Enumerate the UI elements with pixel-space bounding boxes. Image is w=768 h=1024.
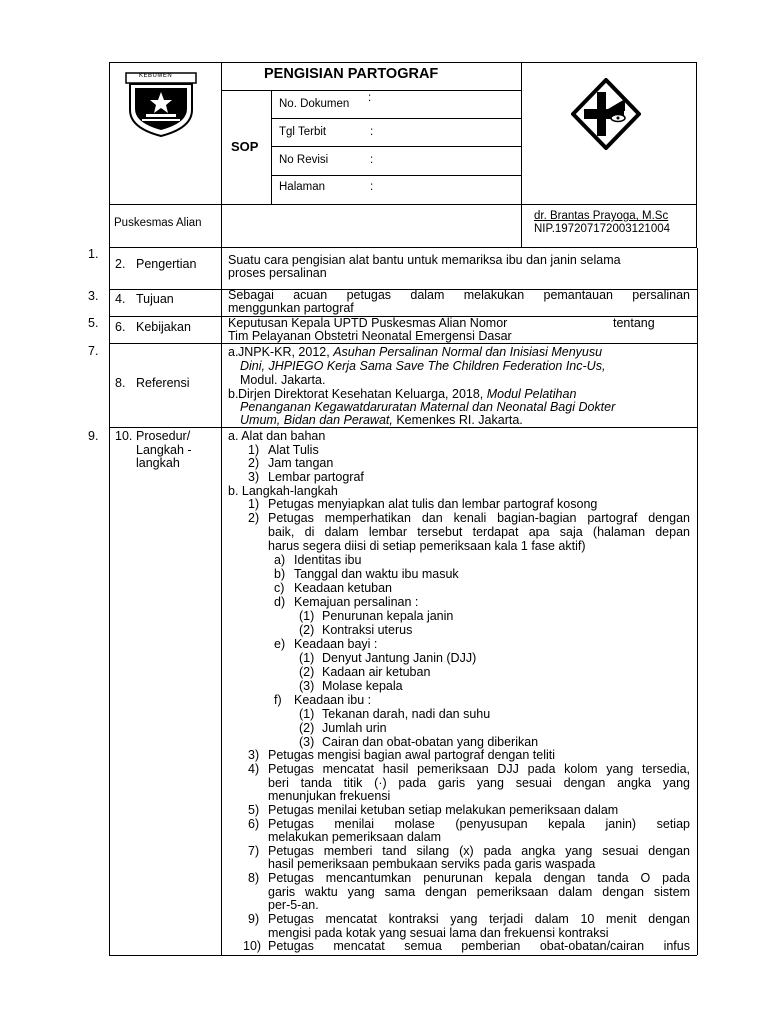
table-right-border <box>697 248 698 955</box>
step-number: 3) <box>248 748 260 762</box>
step-number: 10) <box>243 939 262 953</box>
sub-sub-item-num: (1) <box>299 707 315 721</box>
step-text: hasil pemeriksaan pembukaan serviks pada garis waspada <box>268 857 596 871</box>
sop-label: SOP <box>231 139 259 154</box>
header-lower-line <box>109 204 697 205</box>
sub-item-num: d) <box>274 595 286 609</box>
step-text: melakukan pemeriksaan dalam <box>268 830 442 844</box>
section-number-kebijakan: 6. <box>115 320 126 334</box>
step-text: Petugas mencatat semua pemberian obat-obatan/cairan infus <box>268 939 690 953</box>
sub-sub-item-num: (3) <box>299 735 315 749</box>
outer-number-5: 5. <box>88 316 99 330</box>
step-text: per-5-an. <box>268 898 319 912</box>
step-text: Petugas menilai ketuban setiap melakukan pemeriksaan dalam <box>268 803 619 817</box>
referensi-b-line3: Umum, Bidan dan Perawat, Kemenkes RI. Jakarta. <box>240 413 523 427</box>
referensi-a-line2: Dini, JHPIEGO Kerja Sama Save The Children Federation Inc-Us, <box>240 359 606 373</box>
langkah-heading: b. Langkah-langkah <box>228 484 338 498</box>
sub-item-num: a) <box>274 553 286 567</box>
table-bottom-border <box>109 955 697 956</box>
sop-divider <box>271 90 272 204</box>
field-sep-no-revisi: : <box>370 154 374 166</box>
step-text: mengisi pada kotak yang sesuai lama dan frekuensi kontraksi <box>268 926 609 940</box>
section-number-prosedur: 10. <box>115 429 133 443</box>
step-text: garis waktu yang sama dengan pemeriksaan dalam dengan sistem <box>268 885 690 899</box>
field-line-1 <box>271 118 521 119</box>
sub-sub-item-num: (1) <box>299 609 315 623</box>
sub-sub-item-num: (3) <box>299 679 315 693</box>
signer-name: dr. Brantas Prayoga, M.Sc <box>534 210 669 222</box>
field-sep-tgl-terbit: : <box>370 126 374 138</box>
section-number-referensi: 8. <box>115 376 126 390</box>
step-number: 7) <box>248 844 260 858</box>
referensi-a-line1: JNPK-KR, 2012, Asuhan Persalinan Normal dan Inisiasi Menyusu <box>238 345 603 359</box>
step-number: 2) <box>248 511 260 525</box>
header-divider-right <box>521 62 522 248</box>
alat-item-num: 3) <box>248 470 260 484</box>
sub-item-num: c) <box>274 581 285 595</box>
referensi-b-line2: Penanganan Kegawatdaruratan Maternal dan Neonatal Bagi Dokter <box>240 400 616 414</box>
alat-item-num: 1) <box>248 443 260 457</box>
section-number-pengertian: 2. <box>115 257 126 271</box>
alat-heading: a. Alat dan bahan <box>228 429 326 443</box>
kebijakan-text-1b: tentang <box>613 316 655 330</box>
step-text: Petugas mencatat kontraksi yang terjadi dalam 10 menit dengan <box>268 912 690 926</box>
tujuan-text-2: menggunkan partograf <box>228 301 354 315</box>
sub-sub-item-num: (2) <box>299 665 315 679</box>
step-text: menunjukan frekuensi <box>268 789 391 803</box>
section-label-prosedur-3: langkah <box>136 456 180 470</box>
section-label-prosedur-1: Prosedur/ <box>136 429 191 443</box>
health-ministry-logo-icon <box>571 78 641 150</box>
sub-item-num: f) <box>274 693 282 707</box>
step-text: beri tanda titik (·) pada garis yang sesuai dengan angka yang <box>268 776 690 790</box>
step-number: 1) <box>248 497 260 511</box>
section-number-tujuan: 4. <box>115 292 126 306</box>
sub-sub-item-num: (2) <box>299 623 315 637</box>
section-label-kebijakan: Kebijakan <box>136 320 191 334</box>
sub-sub-item: Cairan dan obat-obatan yang diberikan <box>322 735 539 749</box>
sub-sub-item: Kadaan air ketuban <box>322 665 431 679</box>
sub-sub-item: Tekanan darah, nadi dan suhu <box>322 707 491 721</box>
sub-item-num: e) <box>274 637 286 651</box>
sub-sub-item-num: (2) <box>299 721 315 735</box>
sub-sub-item: Jumlah urin <box>322 721 387 735</box>
alat-item: Alat Tulis <box>268 443 319 457</box>
step-text: Petugas memberi tand silang (x) pada angka yang sesuai dengan <box>268 844 690 858</box>
field-sep-halaman: : <box>370 181 374 193</box>
institution-name: Puskesmas Alian <box>114 217 202 229</box>
field-label-halaman: Halaman <box>279 181 326 193</box>
referensi-b-prefix: b. <box>228 387 239 401</box>
pengertian-text-2: proses persalinan <box>228 266 327 280</box>
step-text: Petugas mencatat hasil pemeriksaan DJJ pada kolom yang tersedia, <box>268 762 690 776</box>
section-label-prosedur-2: Langkah - <box>136 443 192 457</box>
outer-number-1: 1. <box>88 247 99 261</box>
sub-sub-item: Molase kepala <box>322 679 403 693</box>
sub-item: Keadaan ketuban <box>294 581 393 595</box>
sub-item-num: b) <box>274 567 286 581</box>
alat-item: Lembar partograf <box>268 470 364 484</box>
sub-sub-item-num: (1) <box>299 651 315 665</box>
alat-item: Jam tangan <box>268 456 334 470</box>
table-left-border <box>109 248 110 955</box>
tujuan-text-1: Sebagai acuan petugas dalam melakukan pemantauan persalinan <box>228 288 690 302</box>
step-text: Petugas memperhatikan dan kenali bagian-bagian partograf dengan <box>268 511 690 525</box>
step-text: Petugas menilai molase (penyusupan kepala janin) setiap <box>268 817 690 831</box>
alat-item-num: 2) <box>248 456 260 470</box>
field-line-2 <box>271 146 521 147</box>
step-number: 6) <box>248 817 260 831</box>
sub-item: Tanggal dan waktu ibu masuk <box>294 567 459 581</box>
referensi-b-line1: Dirjen Direktorat Kesehatan Keluarga, 2018, Modul Pelatihan <box>238 387 577 401</box>
step-number: 4) <box>248 762 260 776</box>
field-label-tgl-terbit: Tgl Terbit <box>279 126 327 138</box>
sub-item: Kemajuan persalinan : <box>294 595 419 609</box>
step-number: 9) <box>248 912 260 926</box>
sub-sub-item: Kontraksi uterus <box>322 623 413 637</box>
referensi-a-prefix: a. <box>228 345 239 359</box>
section-label-referensi: Referensi <box>136 376 190 390</box>
sub-sub-item: Denyut Jantung Janin (DJJ) <box>322 651 477 665</box>
page-title: PENGISIAN PARTOGRAF <box>264 66 439 82</box>
outer-number-7: 7. <box>88 344 99 358</box>
section-label-pengertian: Pengertian <box>136 257 197 271</box>
sub-item: Keadaan bayi : <box>294 637 378 651</box>
step-text: Petugas mencantumkan penurunan kepala dengan tanda O pada <box>268 871 690 885</box>
section-label-tujuan: Tujuan <box>136 292 174 306</box>
step-number: 5) <box>248 803 260 817</box>
field-sep-no-dokumen: : <box>368 92 372 104</box>
pengertian-text-1: Suatu cara pengisian alat bantu untuk memariksa ibu dan janin selama <box>228 253 621 267</box>
sub-sub-item: Penurunan kepala janin <box>322 609 454 623</box>
logo-left-caption: KEBUMEN <box>139 73 173 79</box>
field-label-no-dokumen: No. Dokumen <box>279 98 350 110</box>
table-mid-border <box>221 248 222 955</box>
kebumen-emblem-icon <box>124 70 198 138</box>
sub-item: Identitas ibu <box>294 553 362 567</box>
step-number: 8) <box>248 871 260 885</box>
sub-item: Keadaan ibu : <box>294 693 372 707</box>
outer-number-9: 9. <box>88 429 99 443</box>
outer-number-3: 3. <box>88 289 99 303</box>
field-label-no-revisi: No Revisi <box>279 154 329 166</box>
step-text: baik, di dalam lembar tersebut terdapat apa saja (halaman depan <box>268 525 690 539</box>
title-underline <box>221 90 521 91</box>
step-text: harus segera diisi di setiap pemeriksaan kala 1 fase aktif) <box>268 539 586 553</box>
field-line-3 <box>271 175 521 176</box>
signer-nip: NIP.197207172003121004 <box>534 223 671 235</box>
kebijakan-text-2: Tim Pelayanan Obstetri Neonatal Emergensi Dasar <box>228 329 512 343</box>
step-text: Petugas menyiapkan alat tulis dan lembar partograf kosong <box>268 497 598 511</box>
referensi-a-line3: Modul. Jakarta. <box>240 373 326 387</box>
step-text: Petugas mengisi bagian awal partograf dengan teliti <box>268 748 555 762</box>
kebijakan-text-1a: Keputusan Kepala UPTD Puskesmas Alian Nomor <box>228 316 508 330</box>
